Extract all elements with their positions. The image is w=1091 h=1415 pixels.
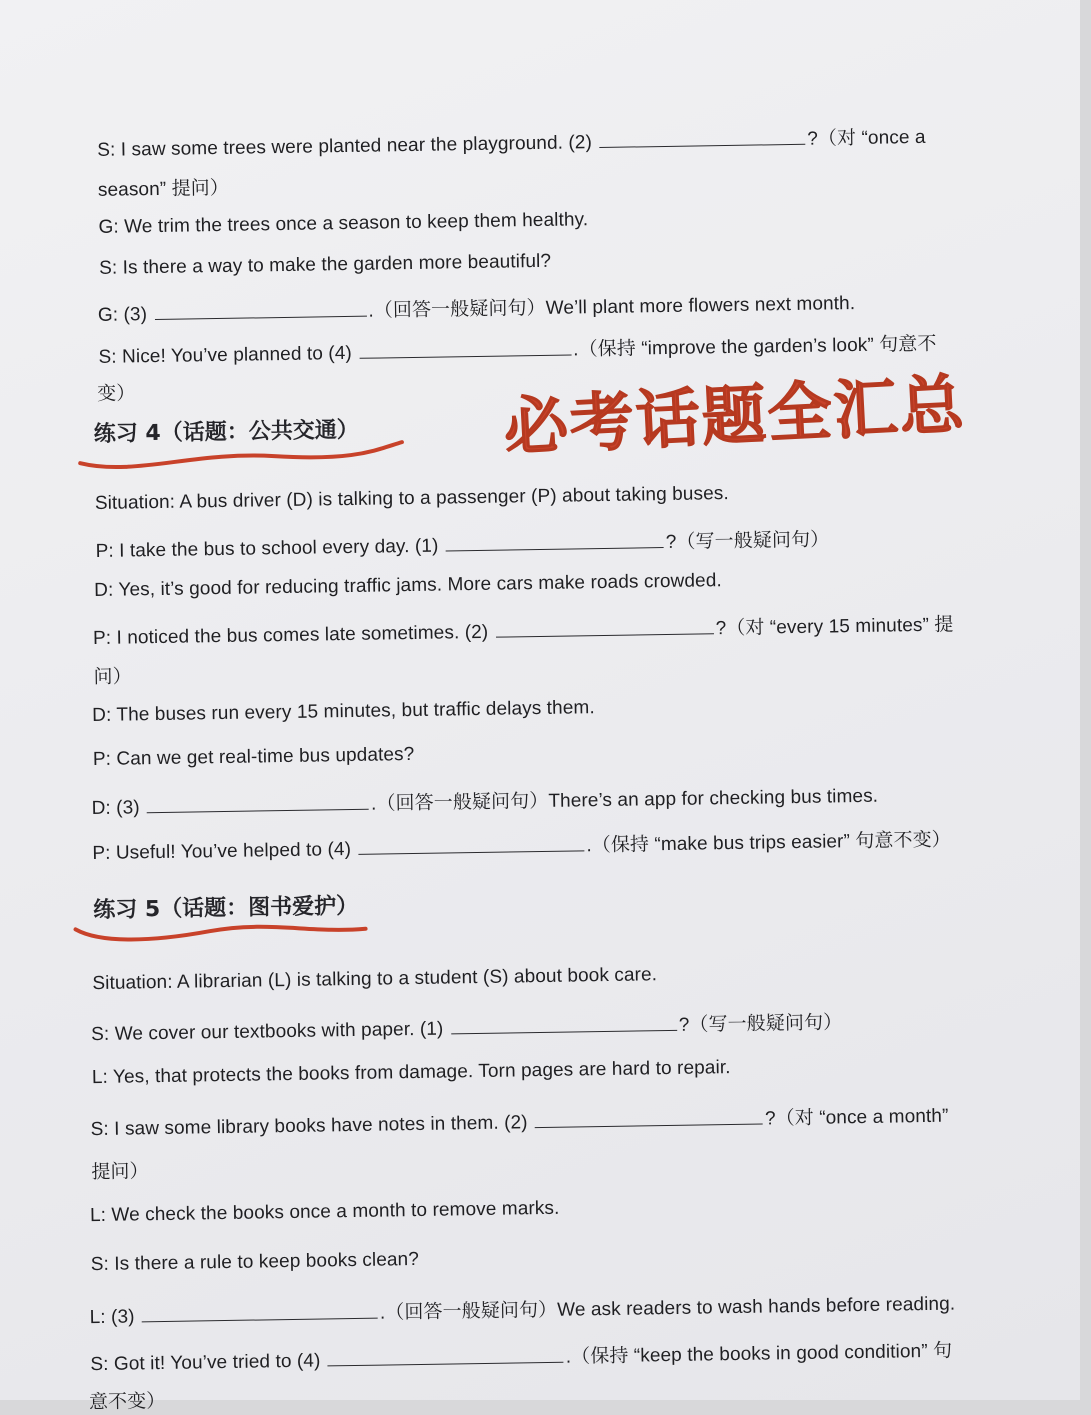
- ex4-p1-line: P: I take the bus to school every day. (1) ?（写一般疑问句）: [95, 529, 830, 562]
- ex5-s3-line: S: Is there a rule to keep books clean?: [90, 1248, 420, 1276]
- answer-blank[interactable]: [446, 530, 664, 551]
- answer-blank[interactable]: [359, 337, 571, 358]
- ex3-s2-line: S: I saw some trees were planted near the playground. (2) ?（对 “once a: [97, 126, 926, 161]
- answer-blank[interactable]: [154, 299, 366, 320]
- heading-underline-mark: [69, 909, 380, 950]
- answer-blank[interactable]: [142, 1301, 378, 1323]
- ex4-p4-line: P: Useful! You’ve helped to (4) .（保持 “make bus trips easier” 句意不变）: [92, 829, 951, 865]
- exercise-4-heading: 练习 4（话题：公共交通）: [93, 417, 359, 447]
- ex3-s4-cont: 变）: [96, 383, 136, 405]
- answer-blank[interactable]: [147, 792, 369, 813]
- ex4-p2-line: P: I noticed the bus comes late sometimes. (2) ?（对 “every 15 minutes” 提: [92, 614, 954, 650]
- ex3-s3-line: S: Is there a way to make the garden more beautiful?: [99, 250, 552, 279]
- ex4-p2-cont: 问）: [93, 666, 132, 689]
- ex3-g3-line: G: (3) .（回答一般疑问句）We’ll plant more flowers next month.: [97, 293, 856, 326]
- ex4-situation: Situation: A bus driver (D) is talking to a passenger (P) about taking buses.: [94, 483, 729, 514]
- ex4-d2-line: D: The buses run every 15 minutes, but traffic delays them.: [92, 697, 595, 727]
- ex5-s4-cont: 意不变）: [88, 1390, 166, 1414]
- ex4-d3-line: D: (3) .（回答一般疑问句）There’s an app for checking bus times.: [91, 785, 879, 820]
- answer-blank[interactable]: [451, 1013, 677, 1035]
- ex5-situation: Situation: A librarian (L) is talking to a student (S) about book care.: [92, 964, 658, 995]
- ex5-s2-line: S: I saw some library books have notes in them. (2) ?（对 “once a month”: [90, 1105, 949, 1141]
- answer-blank[interactable]: [358, 833, 584, 855]
- ex5-s1-line: S: We cover our textbooks with paper. (1) ?（写一般疑问句）: [91, 1012, 843, 1046]
- handwritten-title: 必考话题全汇总: [502, 367, 968, 466]
- ex3-s2-cont: season” 提问）: [97, 177, 230, 201]
- ex5-s4-line: S: Got it! You’ve tried to (4) .（保持 “keep the books in good condition” 句: [90, 1340, 953, 1376]
- ex5-l2-line: L: We check the books once a month to remove marks.: [89, 1197, 560, 1227]
- ex5-s2-cont: 提问）: [91, 1161, 149, 1184]
- answer-blank[interactable]: [599, 127, 805, 148]
- ex3-s4-line: S: Nice! You’ve planned to (4) .（保持 “improve the garden’s look” 句意不: [98, 333, 937, 368]
- ex3-g2-line: G: We trim the trees once a season to keep them healthy.: [98, 209, 589, 238]
- ex4-p3-line: P: Can we get real-time bus updates?: [92, 743, 415, 771]
- answer-blank[interactable]: [535, 1107, 763, 1129]
- ex5-l1-line: L: Yes, that protects the books from damage. Torn pages are hard to repair.: [91, 1057, 731, 1089]
- answer-blank[interactable]: [328, 1345, 564, 1367]
- answer-blank[interactable]: [495, 616, 713, 637]
- ex4-d1-line: D: Yes, it’s good for reducing traffic jams. More cars make roads crowded.: [94, 570, 722, 601]
- exercise-5-heading: 练习 5（话题：图书爱护）: [93, 893, 359, 924]
- heading-underline-mark: [74, 432, 415, 477]
- ex5-l3-line: L: (3) .（回答一般疑问句）We ask readers to wash hands before reading.: [89, 1293, 956, 1329]
